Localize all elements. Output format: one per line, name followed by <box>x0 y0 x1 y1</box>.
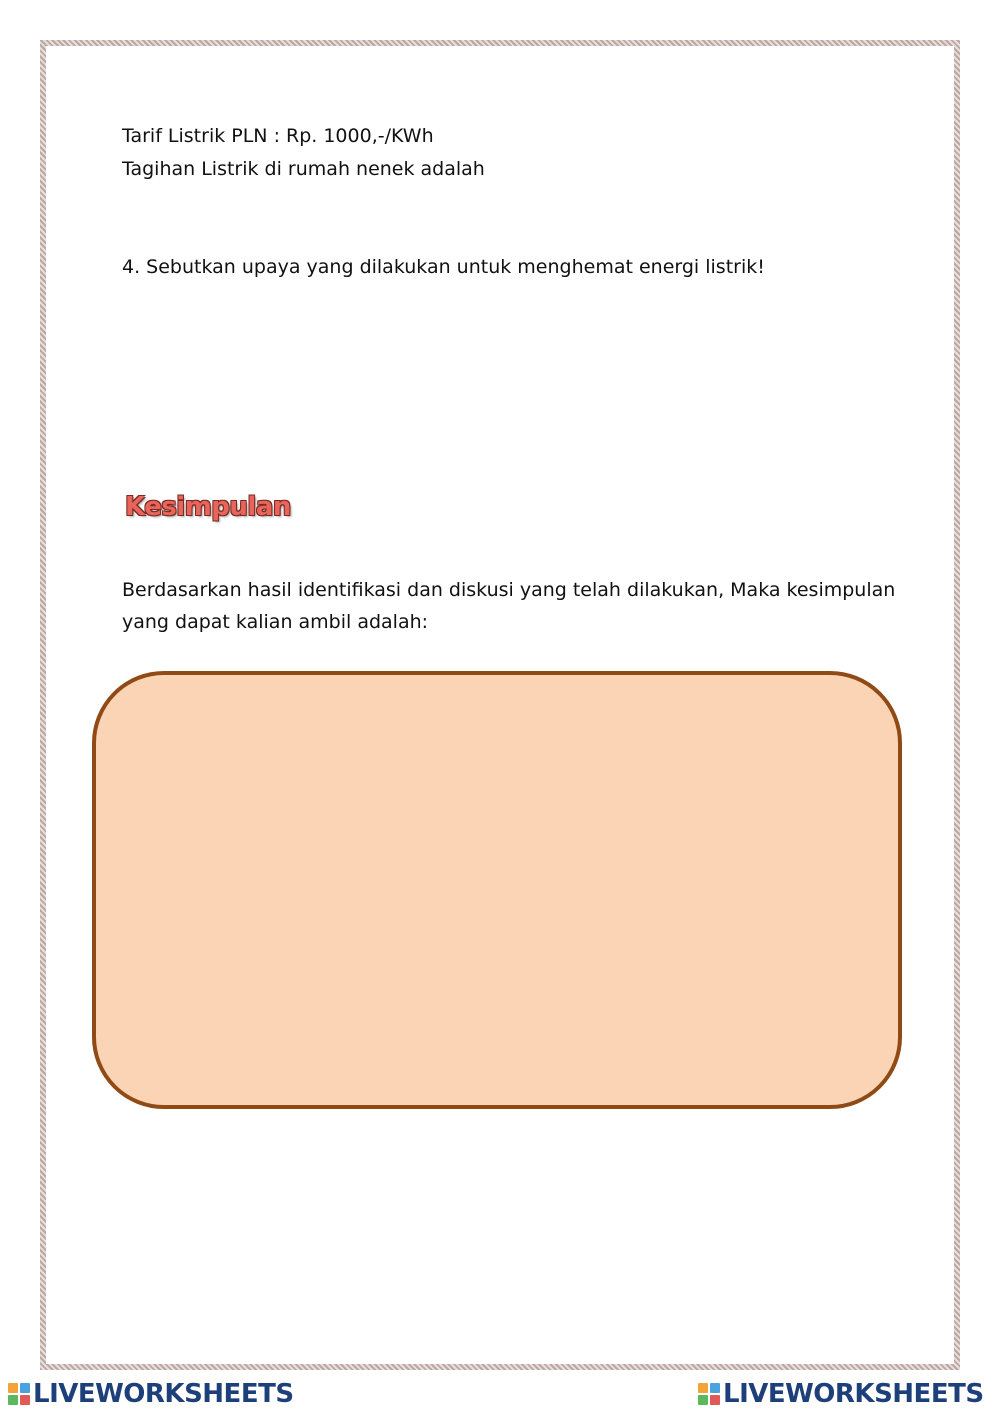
conclusion-answer-box[interactable] <box>92 671 902 1109</box>
footer-logo-left <box>8 1378 294 1410</box>
logo-text: LIVEWORKSHEETS <box>723 1379 984 1409</box>
question-4-text: 4. Sebutkan upaya yang dilakukan untuk menghemat energi listrik! <box>122 256 765 278</box>
footer-logo-right <box>698 1378 984 1410</box>
section-title-kesimpulan: Kesimpulan <box>125 492 291 522</box>
tarif-text: Tarif Listrik PLN : Rp. 1000,-/KWh <box>122 125 434 147</box>
liveworksheets-logo-icon <box>698 1383 720 1405</box>
logo-text: LIVEWORKSHEETS <box>33 1379 294 1409</box>
tagihan-text: Tagihan Listrik di rumah nenek adalah <box>122 158 485 180</box>
conclusion-instruction-line-2: yang dapat kalian ambil adalah: <box>122 611 429 633</box>
conclusion-instruction-line-1: Berdasarkan hasil identifikasi dan diskusi yang telah dilakukan, Maka kesimpulan <box>122 579 896 601</box>
liveworksheets-logo-icon <box>8 1383 30 1405</box>
